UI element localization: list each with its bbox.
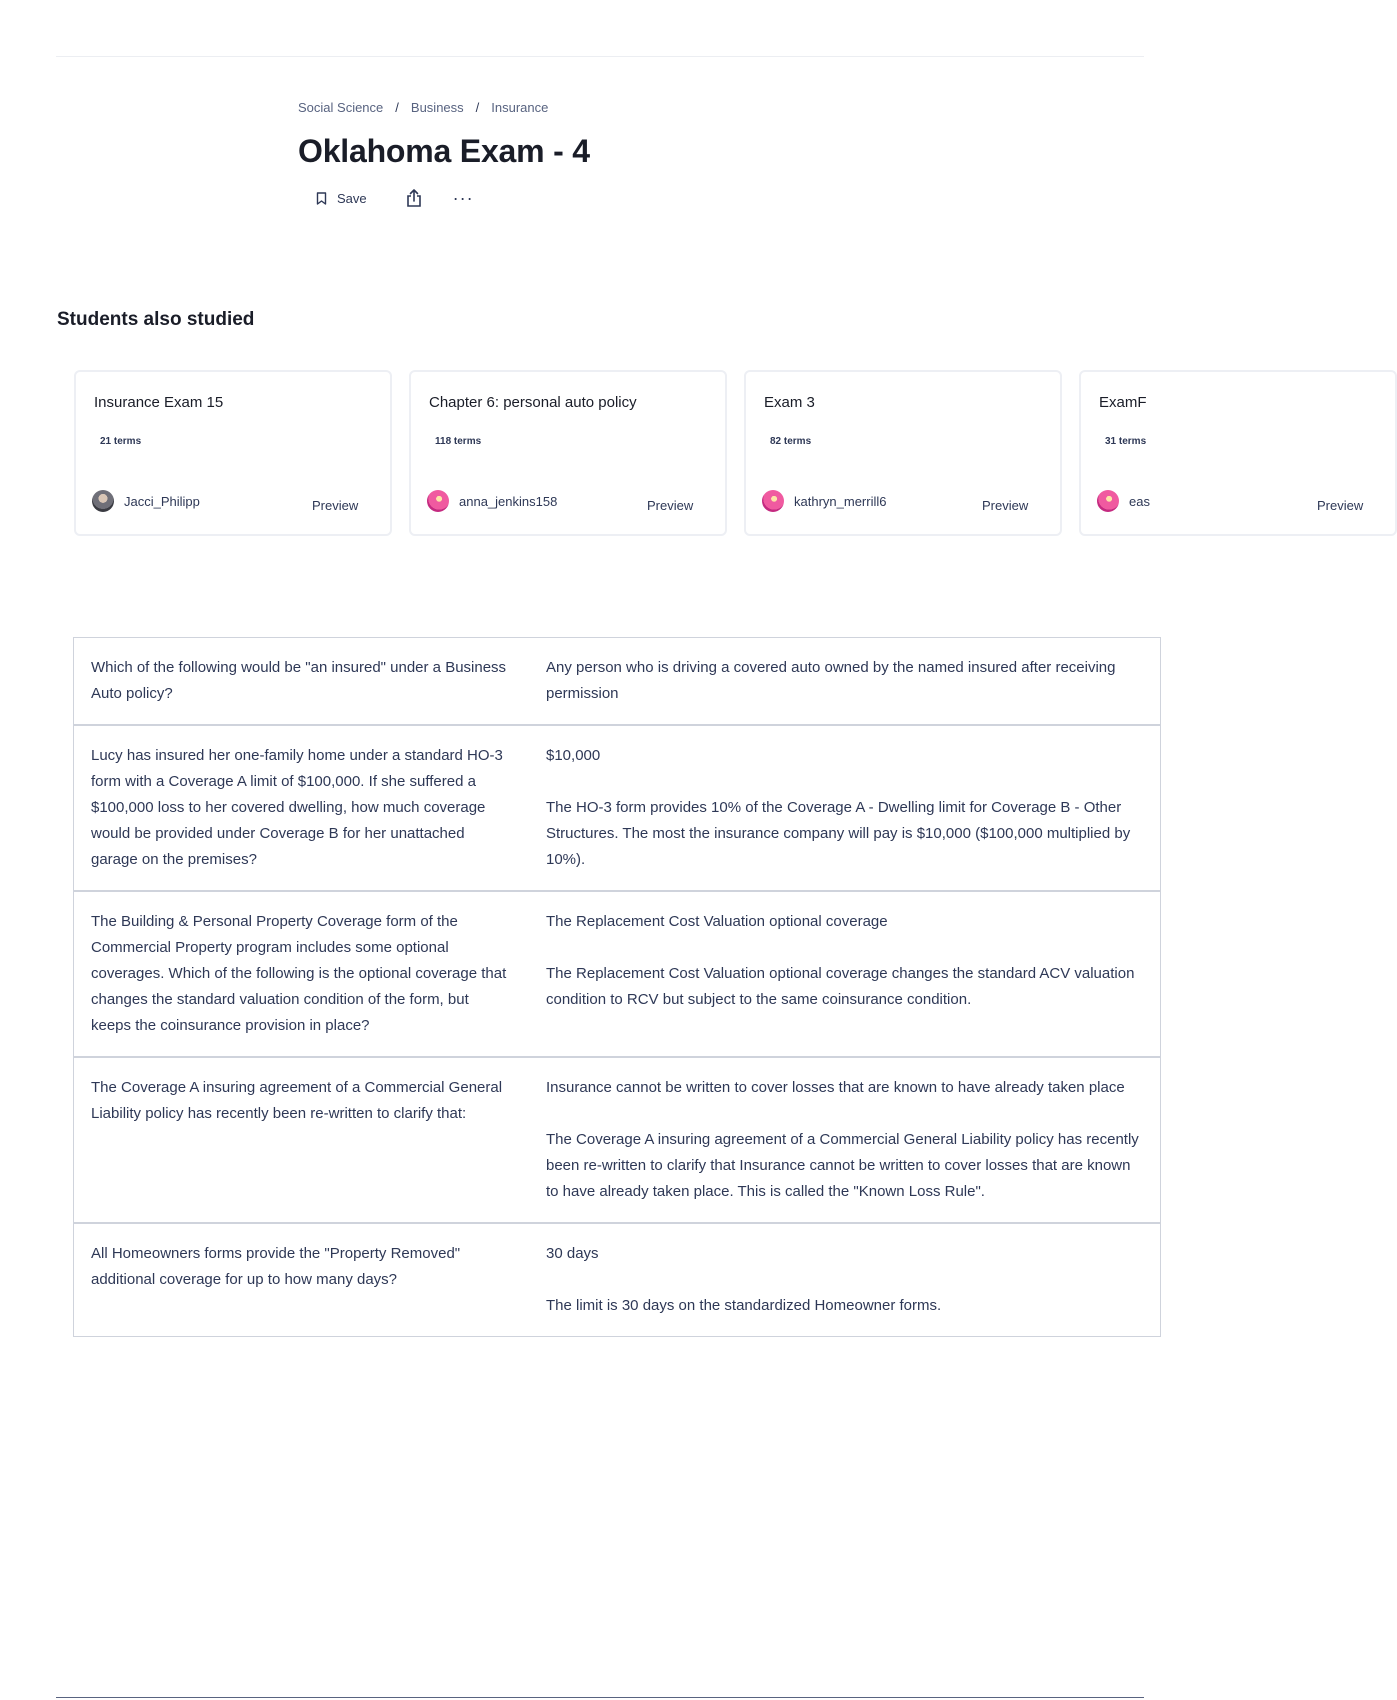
save-label: Save: [337, 190, 367, 206]
card-term-count: 118 terms: [435, 436, 482, 447]
top-divider: [56, 56, 1144, 57]
avatar: [92, 490, 114, 512]
term-row: [74, 726, 1160, 892]
term-question: All Homeowners forms provide the "Property Removed" additional coverage for up to how many days?: [91, 1245, 461, 1288]
term-answer-cell: [546, 1075, 1144, 1205]
preview-button[interactable]: Preview: [312, 498, 359, 513]
term-answer: The Replacement Cost Valuation optional coverage: [546, 913, 888, 930]
breadcrumb-insurance[interactable]: Insurance: [491, 100, 549, 115]
term-answer: Insurance cannot be written to cover losses that are known to have already taken place: [546, 1079, 1125, 1096]
breadcrumb-business[interactable]: Business: [410, 100, 464, 115]
card-author: [427, 490, 557, 512]
preview-button[interactable]: Preview: [647, 498, 694, 513]
more-options-button[interactable]: ···: [452, 188, 474, 208]
term-question: The Coverage A insuring agreement of a Commercial General Liability policy has recently been re-written to clarify that:: [91, 1079, 503, 1122]
preview-button[interactable]: Preview: [982, 498, 1029, 513]
term-answer-cell: [546, 1241, 1144, 1319]
term-answer: $10,000: [546, 747, 601, 764]
term-answer-cell: [546, 655, 1144, 707]
term-explanation: The HO-3 form provides 10% of the Coverage A - Dwelling limit for Coverage B - Other Structures. The most the insurance company will pay is $10,000 ($100,000 multiplied by 10%).: [546, 799, 1131, 868]
term-answer-cell: [546, 743, 1144, 873]
breadcrumb-separator: /: [395, 100, 399, 115]
study-set-card[interactable]: [744, 370, 1062, 536]
card-term-count: 82 terms: [770, 436, 812, 447]
term-row: [74, 892, 1160, 1058]
avatar: [762, 490, 784, 512]
author-username: kathryn_merrill6: [794, 493, 887, 509]
term-explanation: The Coverage A insuring agreement of a Commercial General Liability policy has recently been re-written to clarify that Insurance cannot be written to cover losses that are known to have already taken place. This is called the "Known Loss Rule".: [546, 1131, 1139, 1200]
study-set-card[interactable]: [1079, 370, 1397, 536]
set-header: [298, 100, 590, 208]
breadcrumb-separator: /: [475, 100, 480, 115]
breadcrumb: [298, 100, 590, 115]
avatar: [1097, 490, 1119, 512]
card-term-count: 21 terms: [100, 436, 142, 447]
author-username: anna_jenkins158: [459, 493, 558, 509]
terms-list: [73, 637, 1161, 1337]
share-icon: [405, 188, 423, 208]
card-author: [762, 490, 886, 512]
card-title: ExamF: [1099, 394, 1147, 411]
term-answer-cell: [546, 909, 1144, 1039]
card-author: [1097, 490, 1150, 512]
bookmark-icon: [316, 192, 327, 205]
bottom-divider: [56, 1697, 1144, 1698]
study-set-card[interactable]: [409, 370, 727, 536]
term-answer: 30 days: [546, 1245, 599, 1262]
save-button[interactable]: [316, 191, 367, 206]
term-explanation: The Replacement Cost Valuation optional coverage changes the standard ACV valuation condition to RCV but subject to the same coinsurance condition.: [546, 965, 1135, 1008]
term-row: [74, 638, 1160, 726]
study-set-card[interactable]: [74, 370, 392, 536]
students-also-studied-heading: Students also studied: [57, 309, 255, 330]
card-title: Chapter 6: personal auto policy: [429, 394, 637, 411]
avatar: [427, 490, 449, 512]
author-username: Jacci_Philipp: [124, 493, 200, 509]
set-actions: [316, 188, 590, 208]
author-username: eas: [1129, 493, 1150, 509]
card-title: Insurance Exam 15: [94, 394, 224, 411]
breadcrumb-social-science[interactable]: Social Science: [298, 100, 384, 115]
card-author: [92, 490, 200, 512]
term-question: Which of the following would be "an insured" under a Business Auto policy?: [91, 659, 507, 702]
term-row: [74, 1058, 1160, 1224]
term-row: [74, 1224, 1160, 1337]
share-button[interactable]: [405, 188, 423, 208]
related-sets-carousel[interactable]: [74, 370, 1364, 542]
term-explanation: The limit is 30 days on the standardized Homeowner forms.: [546, 1297, 942, 1314]
page-title: Oklahoma Exam - 4: [298, 133, 590, 169]
term-question: The Building & Personal Property Coverage form of the Commercial Property program includes some optional coverages. Which of the following is the optional coverage that changes the standard valuation condition of the form, but keeps the coinsurance provision in place?: [91, 913, 507, 1034]
term-question: Lucy has insured her one-family home under a standard HO-3 form with a Coverage A limit of $100,000. If she suffered a $100,000 loss to her covered dwelling, how much coverage would be provided under Coverage B for her unattached garage on the premises?: [91, 747, 503, 868]
term-answer: Any person who is driving a covered auto owned by the named insured after receiving permission: [546, 659, 1116, 702]
card-term-count: 31 terms: [1105, 436, 1147, 447]
card-title: Exam 3: [764, 394, 815, 411]
preview-button[interactable]: Preview: [1317, 498, 1364, 513]
